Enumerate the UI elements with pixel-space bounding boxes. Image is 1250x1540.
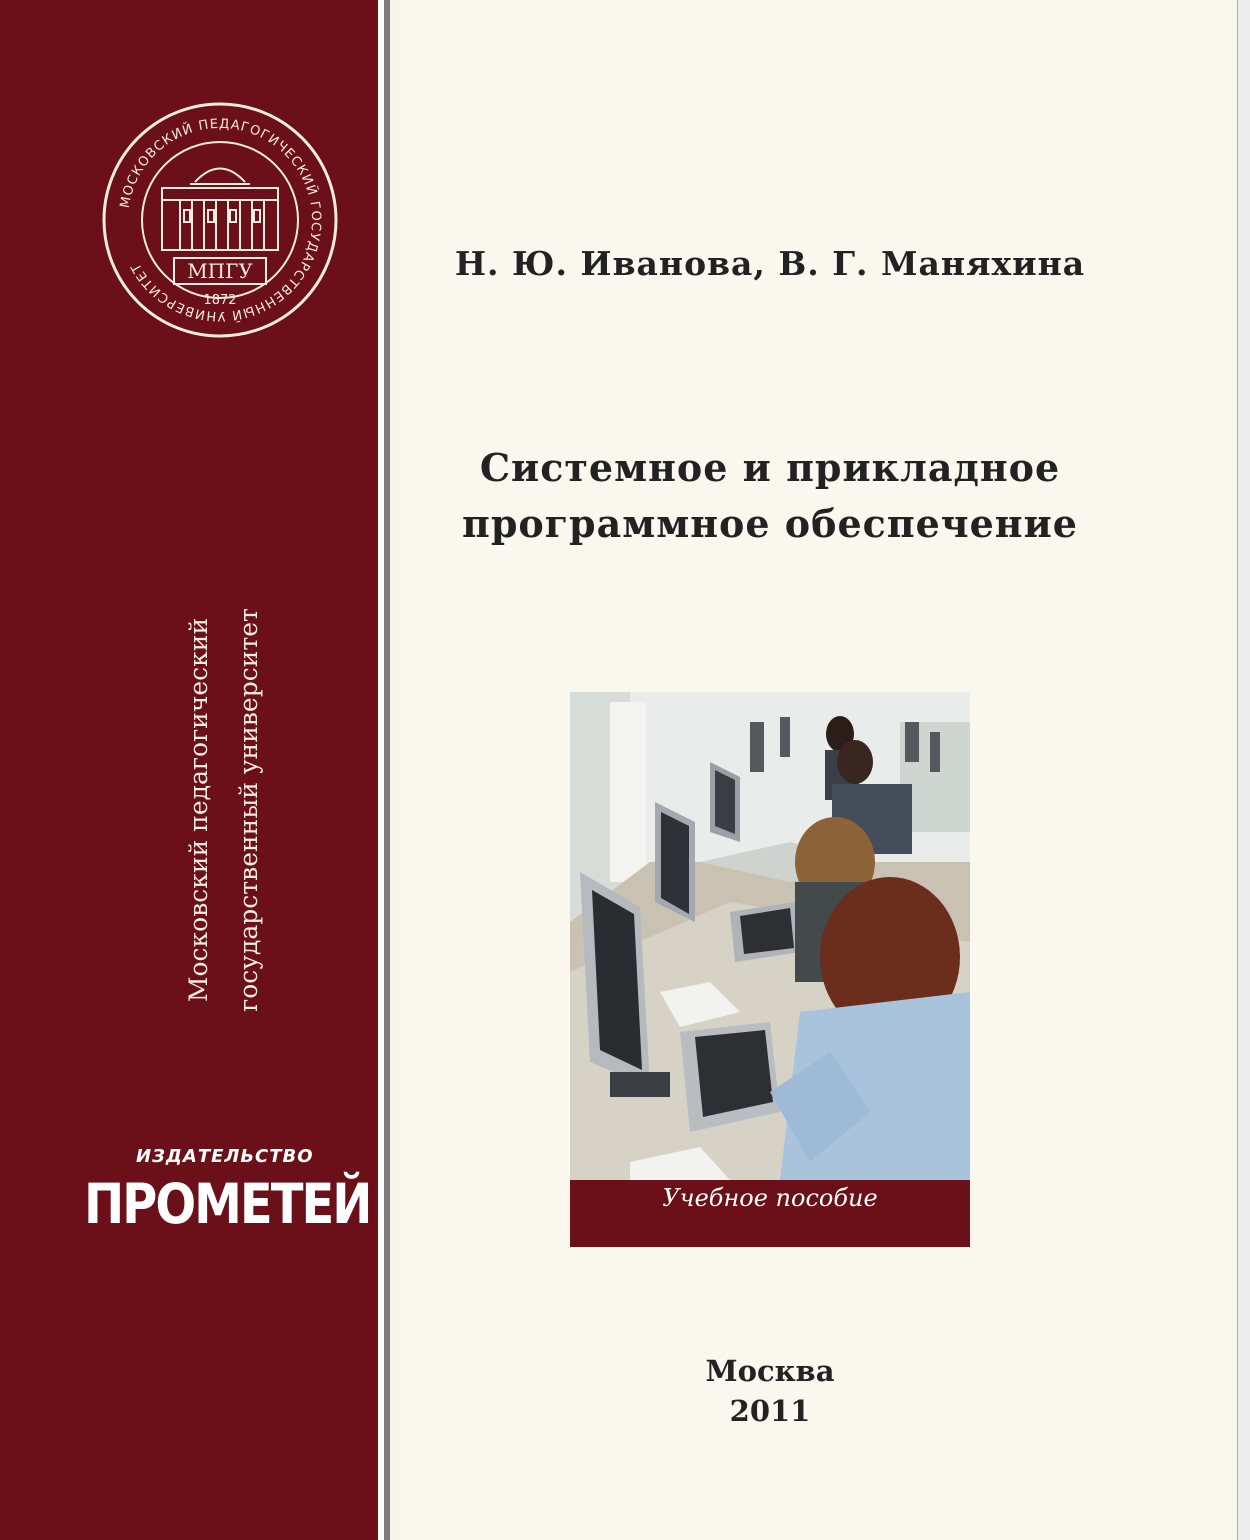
authors: Н. Ю. Иванова, В. Г. Маняхина bbox=[454, 244, 1086, 283]
spine-university-name bbox=[174, 580, 274, 1040]
band-border bbox=[378, 0, 400, 1540]
computer-lab-photo bbox=[570, 692, 970, 1180]
spine-line-2: государственный университет bbox=[234, 608, 263, 1012]
publisher-top-label: ИЗДАТЕЛЬСТВО bbox=[136, 1146, 314, 1167]
title-line-1: Системное и прикладное bbox=[479, 445, 1061, 490]
photo-caption: Учебное пособие bbox=[662, 1184, 878, 1212]
cover-photo-frame bbox=[570, 692, 970, 1247]
svg-text:МПГУ: МПГУ bbox=[187, 259, 253, 283]
title-line-2: программное обеспечение bbox=[462, 501, 1078, 546]
publisher-name: ПРОМЕТЕЙ bbox=[84, 1172, 371, 1237]
publication-year: 2011 bbox=[729, 1394, 811, 1428]
university-seal-logo bbox=[100, 100, 340, 340]
book-title bbox=[400, 440, 1140, 552]
page-edge bbox=[1237, 0, 1250, 1540]
svg-text:1872: 1872 bbox=[203, 293, 237, 308]
spine-line-1: Московский педагогический bbox=[184, 617, 213, 1003]
publication-city: Москва bbox=[705, 1354, 835, 1388]
svg-text:МОСКОВСКИЙ ПЕДАГОГИЧЕСКИЙ ГОСУ: МОСКОВСКИЙ ПЕДАГОГИЧЕСКИЙ ГОСУДАРСТВЕННЫЙ УНИВЕРСИТЕТ bbox=[117, 116, 324, 324]
publisher-logo bbox=[84, 1146, 371, 1237]
